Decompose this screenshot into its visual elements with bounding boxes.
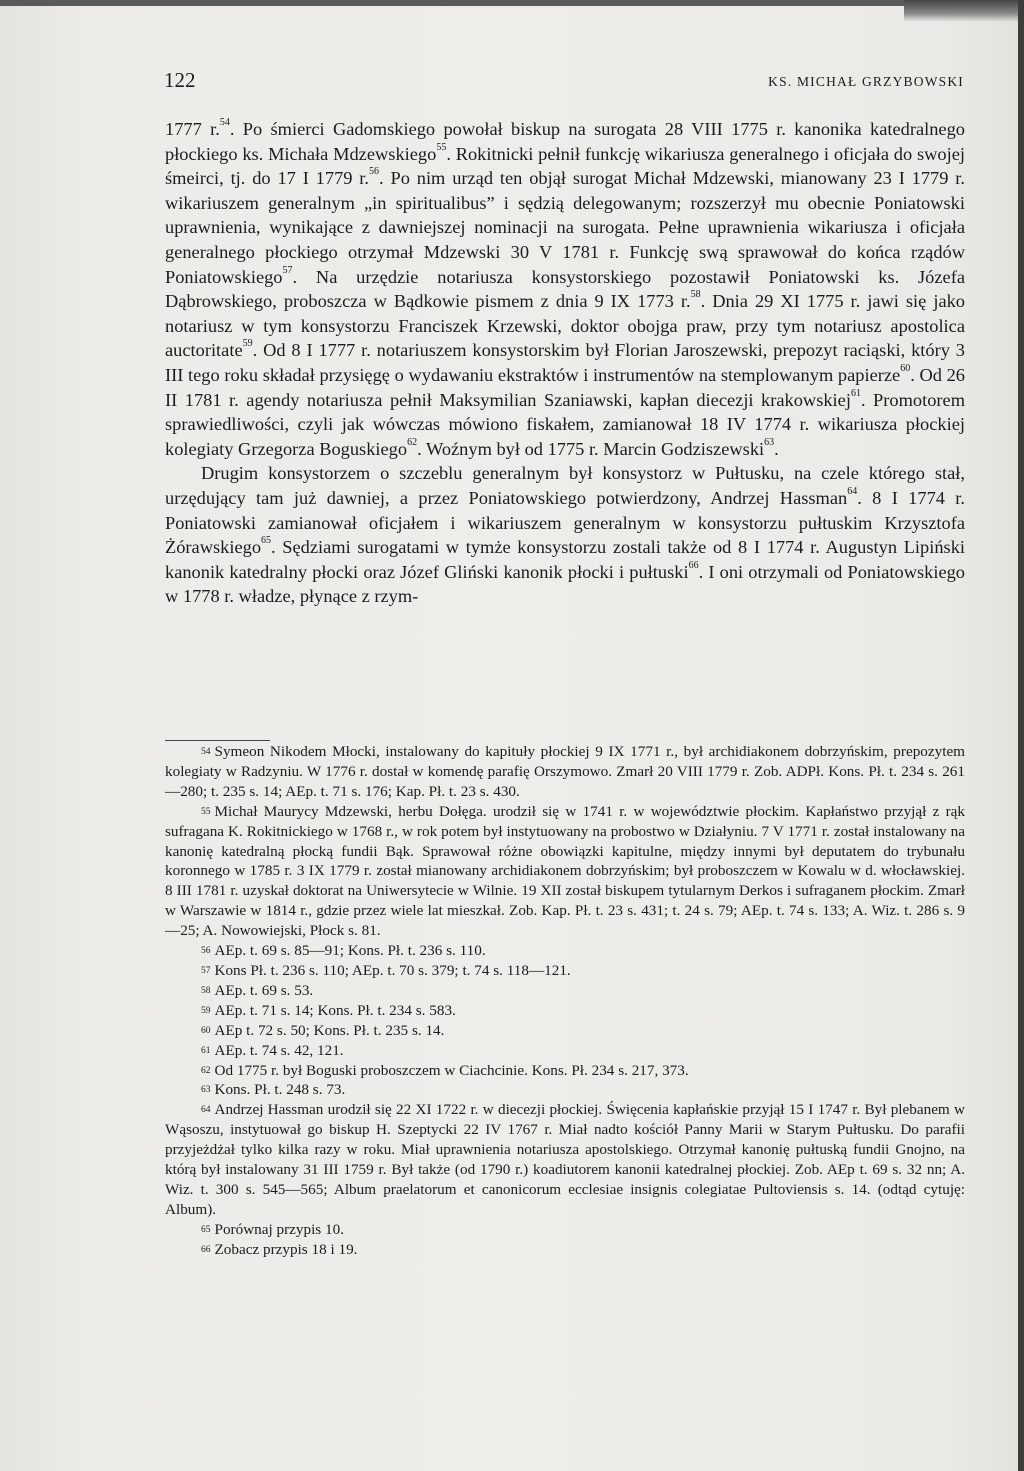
page-number: 122	[164, 68, 196, 92]
footnote	[165, 802, 965, 941]
footnote-number: 60	[201, 1025, 211, 1036]
footnote	[165, 1100, 965, 1219]
footnote	[165, 1041, 965, 1061]
footnote	[165, 1061, 965, 1081]
paragraph-text: . Woźnym był od 1775 r. Marcin Godziszewski	[417, 438, 765, 459]
footnote-text: Od 1775 r. był Boguski proboszczem w Ciachcinie. Kons. Pł. 234 s. 217, 373.	[214, 1061, 689, 1079]
footnote-reference[interactable]: 56	[369, 166, 380, 178]
footnote-number: 54	[201, 747, 211, 757]
paragraph-text: Drugim konsystorzem o szczeblu generalnym był konsystorz w Pułtusku, na czele którego stał, urzędujący tam już dawniej, a przez Poniatowskiego potwierdzony, Andrzej Hassman	[165, 463, 965, 508]
footnote-text: AEp. t. 74 s. 42, 121.	[214, 1041, 344, 1059]
footnote-reference[interactable]: 62	[407, 436, 418, 448]
footnote	[165, 981, 965, 1001]
footnote-text: Kons. Pł. t. 248 s. 73.	[214, 1081, 346, 1099]
footnote-number: 57	[201, 965, 211, 976]
paragraph-text: 1777 r.	[165, 119, 220, 139]
footnote-text: AEp. t. 69 s. 85—91; Kons. Pł. t. 236 s. 110.	[214, 942, 486, 960]
page-header	[164, 62, 964, 92]
paragraph-text: . I oni otrzymali od Poniatowskiego w 1778 r. władze, płynące z rzym-	[165, 561, 965, 607]
footnote-text: Kons Pł. t. 236 s. 110; AEp. t. 70 s. 379; t. 74 s. 118—121.	[214, 961, 571, 979]
paragraph-text: . Od 26 II 1781 r. agendy notariusza pełnił Maksymilian Szaniawski, kapłan diecezji krakowskiej	[165, 364, 965, 410]
paragraph-text: . Dnia 29 XI 1775 r. jawi się jako notariusz w tym konsystorzu Franciszek Krzewski, doktor obojga praw, przy tym notariusz apostolica auctoritate	[165, 291, 965, 361]
footnote-number: 66	[201, 1244, 211, 1255]
footnote-number: 62	[201, 1065, 211, 1076]
footnote-text: Porównaj przypis 10.	[214, 1220, 345, 1238]
footnote	[165, 1080, 965, 1100]
paragraph-text: . Rokitnicki pełnił funkcję wikariusza generalnego i oficjała do swojej śmeirci, tj. do 17 I 1779 r.	[165, 143, 965, 189]
scan-corner-shadow	[904, 0, 1024, 22]
footnote-number: 61	[201, 1045, 211, 1056]
footnote-reference[interactable]: 60	[900, 362, 911, 374]
footnote	[165, 1001, 965, 1021]
footnotes	[165, 742, 965, 1260]
scan-right-edge	[1018, 0, 1024, 1471]
body-paragraph	[165, 117, 965, 461]
paragraph-text: . 8 I 1774 r. Poniatowski zamianował oficjałem i wikariuszem generalnym w konsystorzu pułtuskim Krzysztofa Żórawskiego	[165, 487, 966, 558]
paragraph-text: . Po nim urząd ten objął surogat Michał Mdzewski, mianowany 23 I 1779 r. wikariuszem generalnym „in spiritualibus” i sędzią delegowanym; rozszerzył mu obecnie Poniatowski uprawnienia, wynikające z dawniejszej nominacji na surogata. Pełne uprawnienia wikariusza i oficjała generalnego płockiego otrzymał Mdzewski 30 V 1781 r. Funkcję swą sprawował do końca rządów Poniatowskiego	[165, 168, 965, 287]
body-paragraph	[165, 461, 965, 609]
footnote-number: 56	[201, 946, 211, 957]
footnote-number: 59	[201, 1005, 211, 1016]
body-text	[165, 117, 965, 609]
scan-top-edge	[0, 0, 1024, 6]
footnote-reference[interactable]: 57	[282, 264, 293, 276]
paragraph-text: . Na urzędzie notariusza konsystorskiego pozostawił Poniatowski ks. Józefa Dąbrowskiego, proboszcza w Bądkowie pismem z dnia 9 IX 1773 r.	[165, 266, 965, 312]
paragraph-text: .	[774, 438, 779, 459]
footnote	[165, 961, 965, 981]
footnote-number: 64	[201, 1105, 211, 1116]
footnote-number: 55	[201, 806, 211, 817]
footnote-text: AEp. t. 71 s. 14; Kons. Pł. t. 234 s. 583.	[214, 1001, 456, 1019]
paragraph-text: . Po śmierci Gadomskiego powołał biskup na surogata 28 VIII 1775 r. kanonika katedralnego płockiego ks. Michała Mdzewskiego	[165, 119, 965, 164]
paragraph-text: . Sędziami surogatami w tymże konsystorzu zostali także od 8 I 1774 r. Augustyn Lipiński kanonik katedralny płocki oraz Józef Gliński kanonik płocki i pułtuski	[165, 537, 965, 582]
footnote-reference[interactable]: 66	[688, 559, 699, 571]
footnote-text: AEp. t. 69 s. 53.	[214, 981, 314, 999]
footnote-number: 63	[201, 1085, 211, 1096]
footnote	[165, 742, 965, 802]
paragraph-text: . Od 8 I 1777 r. notariuszem konsystorskim był Florian Jaroszewski, prepozyt raciąski, który 3 III tego roku składał przysięgę o wydawaniu ekstraktów i instrumentów na stemplowanym papierze	[165, 340, 965, 385]
footnote-reference[interactable]: 54	[219, 117, 230, 128]
footnote	[165, 1021, 965, 1041]
footnote	[165, 941, 965, 961]
footnote-text: Andrzej Hassman urodził się 22 XI 1722 r. w diecezji płockiej. Święcenia kapłańskie przyjął 15 I 1747 r. Był plebanem w Wąsoszu, instytuował go biskup H. Szeptycki 22 IV 1767 r. Miał nadto kościół Panny Marii w Starym Pułtusku. Do parafii przyjeżdżał tylko kilka razy w roku. Miał uprawnienia notariusza apostolskiego. Otrzymał kanonię pułtuską fundii Gnojno, na którą był instalowany 31 III 1759 r. Był także (od 1790 r.) koadiutorem kanonii katedralnej płockiej. Zob. AEp t. 69 s. 32 nn; A. Wiz. t. 300 s. 545—565; Album praelatorum et canonicorum ecclesiae insignis colegiatae Pultoviensis s. 14. (odtąd cytuję: Album).	[165, 1101, 965, 1218]
footnote-rule	[165, 740, 270, 741]
running-head: KS. MICHAŁ GRZYBOWSKI	[768, 74, 964, 89]
footnote-reference[interactable]: 55	[436, 141, 447, 153]
footnote-reference[interactable]: 65	[261, 535, 272, 547]
footnote	[165, 1240, 965, 1260]
paragraph-text: . Promotorem sprawiedliwości, czyli jak wówczas mówiono fiskałem, zamianował 18 IV 1774 r. wikariusza płockiej kolegiaty Grzegorza Boguskiego	[165, 389, 965, 459]
footnote-reference[interactable]: 61	[850, 387, 861, 399]
footnote-text: AEp t. 72 s. 50; Kons. Pł. t. 235 s. 14.	[214, 1021, 445, 1039]
footnote-text: Michał Maurycy Mdzewski, herbu Dołęga. urodził się w 1741 r. w województwie płockim. Kapłaństwo przyjął z rąk sufragana K. Rokitnickiego w 1768 r., w rok potem był instytuowany na probostwo w Działyniu. 7 V 1771 r. został instalowany na kanonię katedralną płocką fundii Bąk. Sprawował różne obowiązki kapitulne, między innymi był deputatem do trybunału koronnego w 1785 r. 3 IX 1779 r. został mianowany archidiakonem dobrzyńskim; był proboszczem w Kowalu w d. włocławskiej. 8 III 1781 r. uzyskał doktorat na Uniwersytecie w Wilnie. 19 XII został biskupem tytularnym Derkos i sufraganem płockim. Zmarł w Warszawie w 1814 r., gdzie przez wiele lat mieszkał. Zob. Kap. Pł. t. 23 s. 431; t. 24 s. 79; AEp. t. 74 s. 133; A. Wiz. t. 286 s. 9—25; A. Nowowiejski, Płock s. 81.	[165, 802, 965, 940]
footnote-number: 65	[201, 1224, 211, 1235]
footnote-number: 58	[201, 985, 211, 996]
footnote-text: Symeon Nikodem Młocki, instalowany do kapituły płockiej 9 IX 1771 r., był archidiakonem dobrzyńskim, prepozytem kolegiaty w Radzyniu. W 1776 r. dostał w komendę parafię Orszymowo. Zmarł 20 VIII 1779 r. Zob. ADPł. Kons. Pł. t. 234 s. 261—280; t. 235 s. 14; AEp. t. 71 s. 176; Kap. Pł. t. 23 s. 430.	[165, 743, 965, 800]
footnote-reference[interactable]: 64	[847, 485, 858, 497]
footnote-reference[interactable]: 58	[690, 289, 701, 301]
footnote	[165, 1220, 965, 1240]
footnote-reference[interactable]: 59	[242, 338, 253, 350]
footnote-text: Zobacz przypis 18 i 19.	[214, 1240, 358, 1258]
footnote-reference[interactable]: 63	[764, 436, 775, 448]
